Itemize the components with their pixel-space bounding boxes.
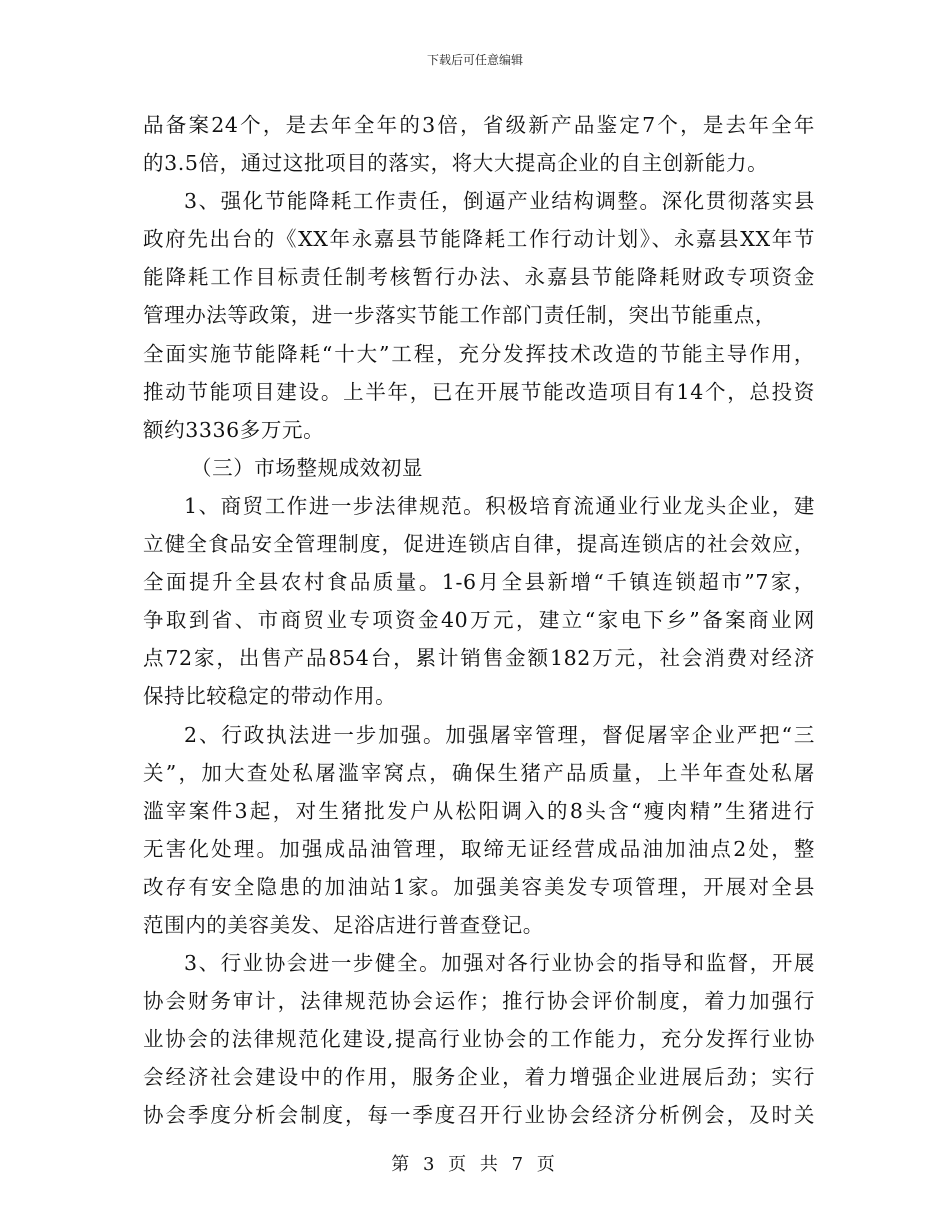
body-line: 推动节能项目建设。上半年，已在开展节能改造项目有14个，总投资	[143, 379, 815, 404]
body-line: 3、强化节能降耗工作责任，倒逼产业结构调整。深化贯彻落实县	[184, 189, 815, 214]
page-number: 第 3 页 共 7 页	[391, 1154, 559, 1175]
body-line: 立健全食品安全管理制度，促进连锁店自律，提高连锁店的社会效应，	[143, 532, 815, 557]
body-line: 的3.5倍，通过这批项目的落实，将大大提高企业的自主创新能力。	[143, 151, 769, 176]
body-line: 滥宰案件3起，对生猪批发户从松阳调入的8头含“瘦肉精”生猪进行	[143, 798, 815, 823]
body-line: 2、行政执法进一步加强。加强屠宰管理，督促屠宰企业严把“三	[184, 722, 815, 747]
body-line: 点72家，出售产品854台，累计销售金额182万元，社会消费对经济	[143, 646, 815, 671]
body-line: 会经济社会建设中的作用，服务企业，着力增强企业进展后劲；实行	[143, 1065, 815, 1090]
body-line: 业协会的法律规范化建设,提高行业协会的工作能力，充分发挥行业协	[143, 1027, 815, 1052]
body-line: 3、行业协会进一步健全。加强对各行业协会的指导和监督，开展	[184, 951, 815, 976]
body-line: 范围内的美容美发、足浴店进行普查登记。	[143, 912, 544, 937]
body-line: 改存有安全隐患的加油站1家。加强美容美发专项管理，开展对全县	[143, 874, 815, 899]
document-body	[143, 106, 815, 1135]
body-line: 1、商贸工作进一步法律规范。积极培育流通业行业龙头企业，建	[184, 493, 815, 518]
body-line: 管理办法等政策，进一步落实节能工作部门责任制，突出节能重点，	[143, 303, 776, 328]
body-line: 争取到省、市商贸业专项资金40万元，建立“家电下乡”备案商业网	[143, 608, 815, 633]
body-line: 协会财务审计，法律规范协会运作；推行协会评价制度，着力加强行	[143, 989, 815, 1014]
body-line: 保持比较稳定的带动作用。	[143, 684, 397, 709]
page-header: 下载后可任意编辑	[426, 53, 523, 67]
body-line: 关”，加大查处私屠滥宰窝点，确保生猪产品质量，上半年查处私屠	[143, 760, 815, 785]
body-line: 全面提升全县农村食品质量。1-6月全县新增“千镇连锁超市”7家，	[143, 570, 815, 595]
body-line: 协会季度分析会制度，每一季度召开行业协会经济分析例会，及时关	[143, 1103, 815, 1128]
section-heading: （三）市场整规成效初显	[191, 455, 424, 480]
body-line: 能降耗工作目标责任制考核暂行办法、永嘉县节能降耗财政专项资金	[143, 265, 815, 290]
body-line: 品备案24个，是去年全年的3倍，省级新产品鉴定7个，是去年全年	[143, 113, 815, 137]
body-line: 政府先出台的《XX年永嘉县节能降耗工作行动计划》、永嘉县XX年节	[143, 227, 815, 252]
body-line: 额约3336多万元。	[143, 417, 325, 442]
body-line: 全面实施节能降耗“十大”工程，充分发挥技术改造的节能主导作用，	[143, 341, 815, 366]
body-line: 无害化处理。加强成品油管理，取缔无证经营成品油加油点2处，整	[143, 836, 815, 861]
